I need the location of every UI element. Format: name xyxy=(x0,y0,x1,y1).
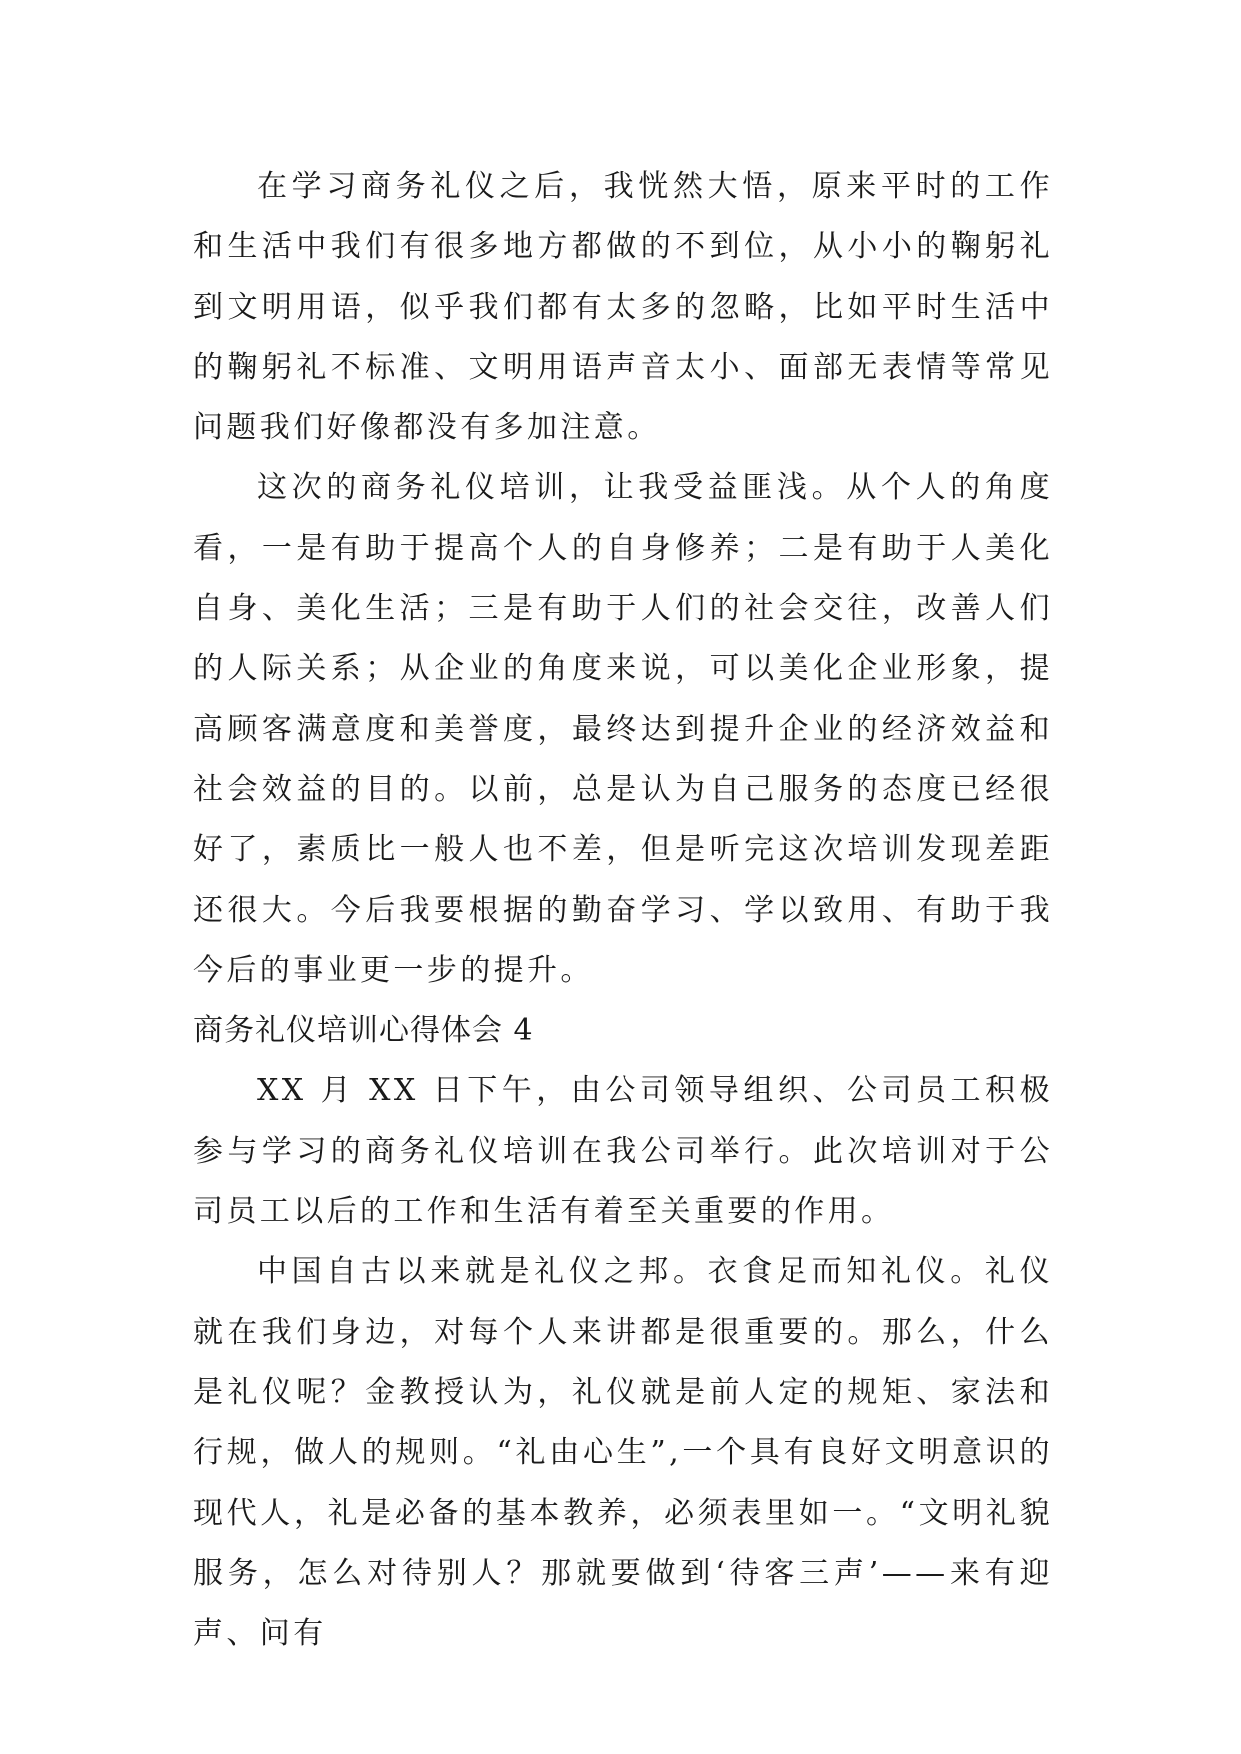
paragraph: 这次的商务礼仪培训，让我受益匪浅。从个人的角度看，一是有助于提高个人的自身修养；二是有助于人美化自身、美化生活；三是有助于人们的社会交往，改善人们的人际关系；从企业的角度来说，可以美化企业形象，提高顾客满意度和美誉度，最终达到提升企业的经济效益和社会效益的目的。以前，总是认为自己服务的态度已经很好了，素质比一般人也不差，但是听完这次培训发现差距还很大。今后我要根据的勤奋学习、学以致用、有助于我今后的事业更一步的提升。 xyxy=(193,470,1053,988)
paragraph: 中国自古以来就是礼仪之邦。衣食足而知礼仪。礼仪就在我们身边，对每个人来讲都是很重要的。那么，什么是礼仪呢？金教授认为，礼仪就是前人定的规矩、家法和行规，做人的规则。“礼由心生”,一个具有良好文明意识的现代人，礼是必备的基本教养，必须表里如一。“文明礼貌服务，怎么对待别人？那就要做到‘待客三声’——来有迎声、问有 xyxy=(193,1254,1053,1652)
paragraph: 在学习商务礼仪之后，我恍然大悟，原来平时的工作和生活中我们有很多地方都做的不到位，从小小的鞠躬礼到文明用语，似乎我们都有太多的忽略，比如平时生活中的鞠躬礼不标准、文明用语声音太小、面部无表情等常见问题我们好像都没有多加注意。 xyxy=(193,169,1053,446)
paragraph: XX 月 XX 日下午，由公司领导组织、公司员工积极参与学习的商务礼仪培训在我公司举行。此次培训对于公司员工以后的工作和生活有着至关重要的作用。 xyxy=(193,1073,1053,1230)
document-body xyxy=(193,157,1053,1664)
section-heading: 商务礼仪培训心得体会 4 xyxy=(193,1013,534,1049)
